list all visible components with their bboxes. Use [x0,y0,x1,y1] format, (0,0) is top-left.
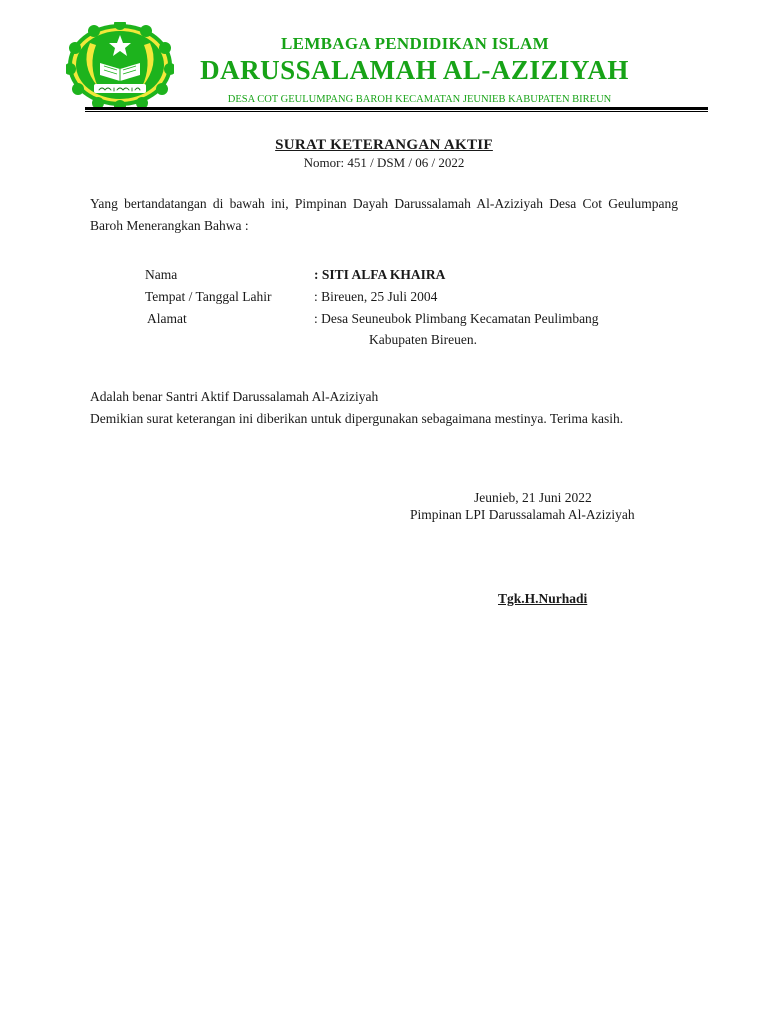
school-emblem-icon [66,22,174,108]
letterhead-divider [85,107,708,110]
signature-title: Pimpinan LPI Darussalamah Al-Aziziyah [410,507,635,522]
closing-remark: Demikian surat keterangan ini diberikan untuk dipergunakan sebagaimana mestinya. Terima kasih. [90,411,624,426]
institution-name: DARUSSALAMAH AL-AZIZIYAH [200,55,629,85]
signature-place-date: Jeunieb, 21 Juni 2022 [474,490,592,505]
intro-paragraph: Yang bertandatangan di bawah ini, Pimpinan Dayah Darussalamah Al-Aziziyah Desa Cot Geulumpang Baroh Menerangkan Bahwa : [90,196,678,233]
detail-value-address: : Desa Seuneubok Plimbang Kecamatan Peulimbang [314,311,599,326]
detail-value-birth: : Bireuen, 25 Juli 2004 [314,289,438,304]
institution-type: LEMBAGA PENDIDIKAN ISLAM [281,34,549,53]
detail-label-name: Nama [145,267,178,282]
signature-name: Tgk.H.Nurhadi [498,591,588,606]
letterhead-divider-thin [85,111,708,112]
letterhead [60,18,710,113]
detail-label-birth: Tempat / Tanggal Lahir [145,289,272,304]
detail-value-address-continued: Kabupaten Bireuen. [369,332,477,347]
detail-label-address: Alamat [147,311,187,326]
institution-address: DESA COT GEULUMPANG BAROH KECAMATAN JEUNIEB KABUPATEN BIREUN [227,94,612,105]
detail-value-name: : SITI ALFA KHAIRA [314,267,446,282]
letter-number: Nomor: 451 / DSM / 06 / 2022 [303,155,465,170]
closing-statement: Adalah benar Santri Aktif Darussalamah Al-Aziziyah [90,389,379,404]
letter-title: SURAT KETERANGAN AKTIF [275,137,493,153]
